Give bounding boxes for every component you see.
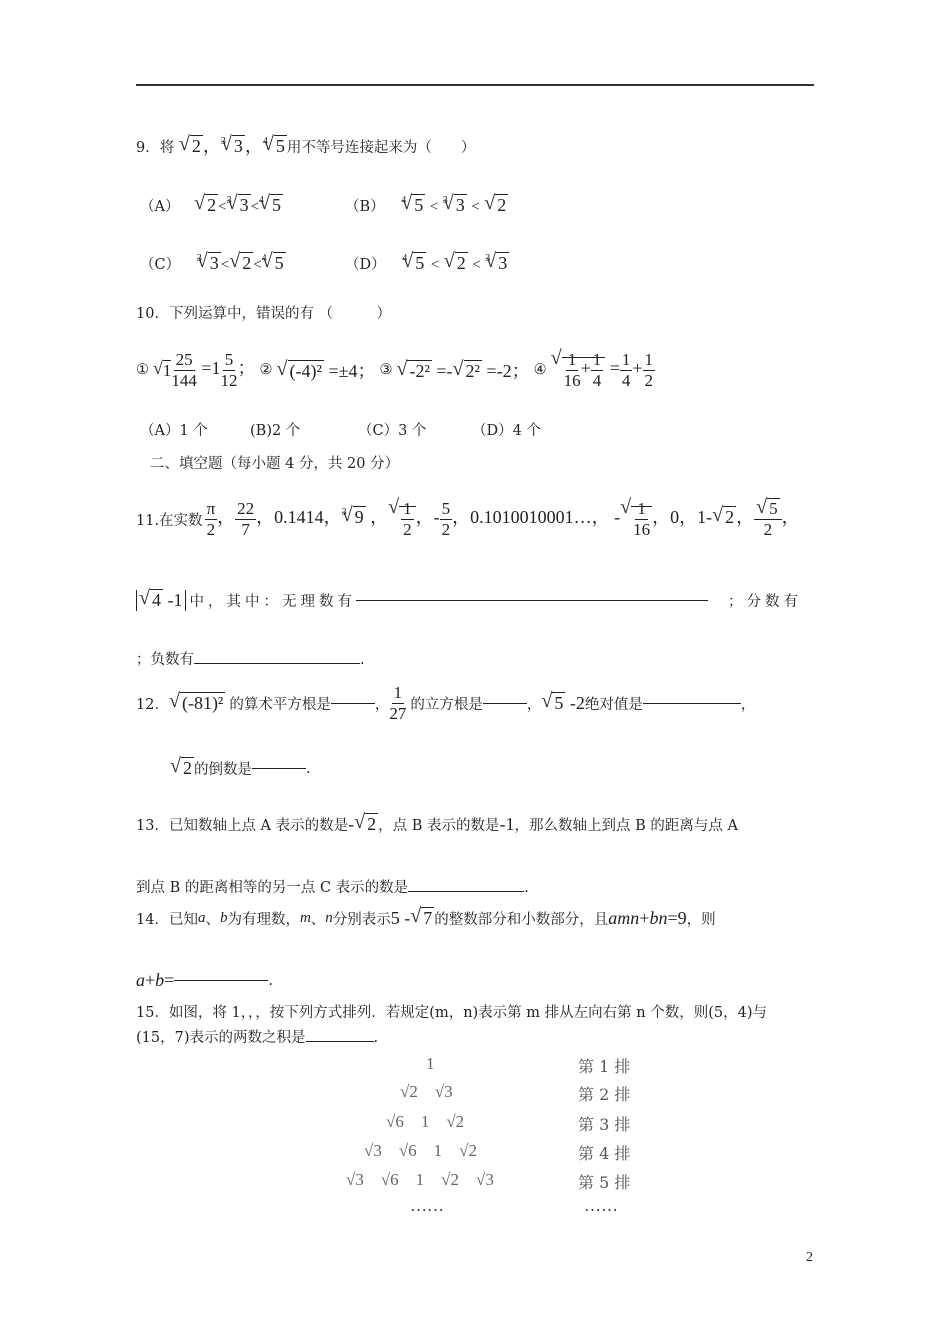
question-10-choices: ① √1 $\frac{25}{144}$ =1 $\frac{5}{12}$ ； ② √ (-4)² =±4； ③ √ -2² =-√ 2² =-2； ④ √ $\frac{1}{16}$ + $\frac{1}{4}$ = $\frac{1}{4}$ + $\frac{1}{2}$ — [136, 345, 655, 395]
question-12-line1: 12． √ (-81)² 的算术平方根是 ， $\frac{1}{27}$ 的立方根是 ， √ 5 -2 绝对值是 ， — [136, 680, 816, 726]
question-12-line2: √ 2 的倒数是 . — [170, 758, 311, 779]
row-label-1: 第 1 排 — [578, 1057, 631, 1076]
option-10c: （C）3 个 — [358, 423, 427, 439]
answer-blank-12a[interactable] — [331, 703, 375, 704]
option-10a: （A）1 个 — [140, 423, 208, 439]
option-9b: （B） $^4$√ 5 < $^3$√ 3 < √ 2 — [345, 195, 508, 216]
option-10b: (B)2 个 — [250, 423, 301, 439]
section-2-heading: 二、填空题（每小题 4 分，共 20 分） — [150, 456, 400, 472]
answer-blank-15[interactable] — [306, 1041, 374, 1042]
question-14-line1: 14．已知 a 、 b 为有理数， m 、 n 分别表示 5 -√ 7 的整数部分和小数部分，且 amn + bn =9 ，则 — [136, 908, 816, 929]
option-9c: （C） $^3$√ 3 <√ 2 <$^4$√ 5 — [140, 253, 286, 274]
question-14-line2: a + b = . — [136, 970, 273, 990]
answer-blank-14[interactable] — [174, 980, 268, 981]
row-label-3: 第 3 排 — [578, 1115, 631, 1134]
header-rule — [136, 84, 814, 86]
triangle-row-3: √6 1 √2 — [386, 1112, 465, 1131]
question-11-line2: √ 4 -1 中，其中：无理数有 ；分数有 — [136, 590, 816, 611]
row-label-2: 第 2 排 — [578, 1085, 631, 1104]
answer-blank-13[interactable] — [408, 891, 524, 892]
answer-blank-12d[interactable] — [252, 768, 306, 769]
page-number: 2 — [806, 1250, 813, 1265]
answer-blank-12c[interactable] — [643, 703, 741, 704]
triangle-row-5: √3 √6 1 √2 √3 — [346, 1170, 494, 1189]
option-9a: （A） √ 2 <$^3$√ 3 <$^4$√ 5 — [140, 195, 283, 216]
question-9-stem: 9．将 √ 2 ，$^3$√ 3 ，$^4$√ 5 用不等号连接起来为（ ） — [136, 132, 475, 158]
question-11-line3: ；负数有 . — [136, 652, 365, 668]
answer-blank-negative[interactable] — [194, 663, 360, 664]
question-15-line1: 15．如图，将 1，，，按下列方式排列．若规定(m，n)表示第 m 排从左向右第 n 个数，则(5，4)与 — [136, 1005, 767, 1021]
triangle-ellipsis: …… — [410, 1196, 444, 1215]
triangle-row-2: √2 √3 — [400, 1082, 453, 1101]
option-9d: （D） $^4$√ 5 < √ 2 < $^3$√ 3 — [345, 253, 509, 274]
answer-blank-irrational[interactable] — [356, 600, 708, 601]
triangle-row-1: 1 — [426, 1054, 435, 1073]
row-label-4: 第 4 排 — [578, 1144, 631, 1163]
question-10-stem: 10．下列运算中，错误的有 （ ） — [136, 306, 392, 322]
question-15-line2: (15，7)表示的两数之积是 . — [136, 1030, 379, 1046]
answer-blank-12b[interactable] — [483, 703, 527, 704]
triangle-row-4: √3 √6 1 √2 — [364, 1141, 477, 1160]
row-label-5: 第 5 排 — [578, 1173, 631, 1192]
question-11-numbers: 11.在实数 $\frac{\pi}{2}$ ， $\frac{22}{7}$ ，0.1414，$^3$√ 9 ， √ $\frac{1}{2}$ ，- $\frac{5}{2}$ ，0.1010010001…， - √ $\frac{1}{16}$ ，0，1-√ 2 ， √ $\frac{5}{2}$ ， — [136, 492, 800, 546]
option-10d: （D）4 个 — [472, 423, 541, 439]
question-13-line2: 到点 B 的距离相等的另一点 C 表示的数是 . — [136, 880, 529, 896]
row-label-ellipsis: …… — [584, 1196, 618, 1215]
question-13-line1: 13．已知数轴上点 A 表示的数是 -√ 2 ，点 B 表示的数是 -1 ，那么数轴上到点 B 的距离与点 A — [136, 814, 816, 835]
